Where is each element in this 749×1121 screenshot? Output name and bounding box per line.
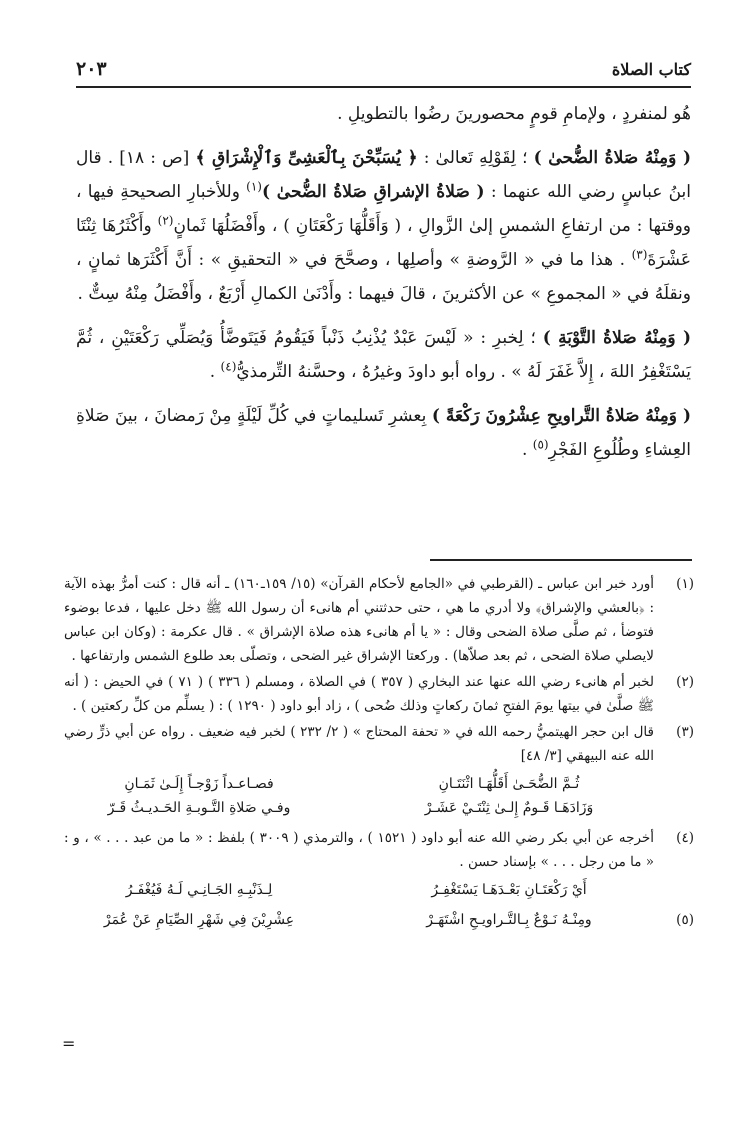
page-number: ٢٠٣: [76, 58, 107, 80]
poem-hemistich: وفـي صَلاةِ التَّـوبـةِ الحَـديـثُ قَـرّ: [107, 800, 291, 816]
footnote-body: [64, 908, 654, 936]
footnote-2: [64, 670, 694, 718]
p2-text-d: وأَكْثَرُهَا ثِنْتَا عَشْرَةَ: [76, 216, 691, 270]
p3-text-a: ؛ لِخبرِ : « لَيْسَ عَبْدٌ يُذْنِبُ ذَنْباً فَيَقُومُ فَيَتَوضَّأُ وَيُصَلِّي رَكْعَتَيْنِ ، ثُمَّ يَسْتَغْفِرُ اللهَ ، إِلاَّ غَفَرَ لَهُ » . رواه أبو داودَ وغيرُهُ ، وحسَّنهُ التِّرمذيُّ: [76, 328, 691, 382]
footnote-1: [64, 572, 694, 668]
p2-text-e: . هذا ما في « الرَّوضةِ » وأصلِها ، وصحَّحَ في « التحقيقِ » : أَنَّ أَكْثَرَها ثمانٍ ، ونقلَهُ في « المجموعِ » عن الأكثرينَ ، قالَ فيهما : وأَدْنَىٰ الكمالِ أَرْبَعٌ ، وأَفْضَلُ مِنْهُ سِتٌّ .: [76, 250, 691, 304]
footnote-ref-4[interactable]: (٤): [220, 359, 237, 374]
ishraq-quote: ( صَلاةُ الإشراقِ صَلاةُ الضُّحىٰ ): [261, 182, 485, 202]
poem-hemistich: ومِنْـهُ نَـوْعٌ بِـالتَّـراويـحِ اشْتَهَـرْ: [426, 912, 592, 928]
paragraph-tarawih: [76, 399, 691, 467]
poem-verses: [64, 908, 644, 932]
main-text: [76, 97, 691, 472]
header-divider: [76, 86, 691, 88]
footnote-ref-3[interactable]: (٣): [631, 247, 648, 262]
p2-text-a: ؛ لِقَوْلِهِ تَعالىٰ :: [417, 148, 534, 168]
footnote-number: (٢): [676, 674, 694, 690]
tawba-heading: ( وَمِنْهُ صَلاةُ التَّوْبَةِ ): [542, 328, 691, 348]
paragraph-tawba: [76, 321, 691, 389]
footnote-3: [64, 720, 694, 824]
poem-hemistich: لِـذَنْبِـهِ الجَـانِـي لَـهُ فَيُغْفَـرُ: [125, 882, 273, 898]
footnote-number: (٥): [676, 912, 694, 928]
poem-hemistich: ثُـمَّ الضُّحَـىٰ أَقَلُّهَـا اثْنَتَـانِ: [438, 776, 580, 792]
footnote-text: أخرجه عن أبي بكر رضي الله عنه أبو داود ( ١٥٢١ ) ، والترمذي ( ٣٠٠٩ ) بلفظ : « ما من عبد . . . » ، و : « ما من رجل . . . » بإسناد حسن .: [64, 830, 654, 870]
footnote-text: قال ابن حجر الهيتميُّ رحمه الله في « تحفة المحتاج » ( ٢/ ٢٣٢ ) لخبر فيه ضعيف . رواه عن أبي ذرٍّ رضي الله عنه البيهقي [٣/ ٤٨]: [64, 724, 654, 764]
footnote-body: [64, 720, 654, 824]
poem-hemistich: وَزَادَهَـا قَـومٌ إِلـىٰ ثِنْتَـيْ عَشَـرْ: [424, 800, 594, 816]
paragraph-duha: [76, 141, 691, 311]
footnote-body: [64, 826, 654, 906]
footnotes: [64, 572, 694, 938]
footnote-text: لخبر أم هانىء رضي الله عنها عند البخاري ( ٣٥٧ ) في الصلاة ، ومسلم ( ٣٣٦ ) ( ٧١ ) في الحيض : ( أنه ﷺ صلَّىٰ في بيتها يومَ الفتحِ ثمانَ ركعاتٍ وذلك ضُحى ) ، زاد أبو داود ( ١٢٩٠ ) : ( يسلِّم من كلِّ ركعتين ) .: [64, 674, 654, 714]
paragraph-1: [76, 97, 691, 131]
p2-text-b: [ص : ١٨] . قال ابنُ عباسٍ رضي الله عنهما :: [76, 148, 691, 202]
running-header: [76, 58, 691, 86]
quran-verse: ﴿ يُسَبِّحْنَ بِٱلْعَشِىِّ وَٱلْإِشْرَاقِ ﴾: [195, 148, 418, 168]
poem-hemistich: أَيْ رَكْعَتَـانِ بَعْـدَهَـا يَسْتَغْفِـرُ: [431, 882, 587, 898]
p3-text-b: .: [209, 362, 221, 382]
p2-text-c: وللأخبارِ الصحيحةِ فيها ، ووقتها : من ارتفاعِ الشمسِ إلىٰ الزَّوالِ ، ( وَأَقَلُّهَا رَكْعَتَانِ ) ، وأَفْضَلُهَا ثَمانٍ: [76, 182, 691, 236]
footnote-text: أورد خبر ابن عباس ـ (القرطبي في «الجامع لأحكام القرآن» (١٥/ ١٥٩ـ١٦٠) ـ أنه قال : كنت أمرُّ بهذه الآية : ﴿بالعشي والإشراق﴾ ولا أدري ما هي ، حتى حدثتني أم هانىء أن رسول الله ﷺ دخل عليها ، فدعا بوضوء فتوضأ ، ثم صلَّى صلاة الضحى وقال : « يا أم هانىء هذه صلاة الإشراق » . قال عكرمة : (وكان ابن عباس لايصلي صلاة الضحى ، ثم بعد صلاّها) . وركعتا الإشراق غير الضحى ، وتصلّى بعد طلوع الشمس وارتفاعها .: [64, 576, 655, 664]
duha-heading: ( وَمِنْهُ صَلاةُ الضُّحىٰ ): [533, 148, 692, 168]
poem-hemistich: فصـاعـداً زَوْجـاً إِلَـىٰ ثَمَـانِ: [124, 776, 274, 792]
footnote-ref-2[interactable]: (٢): [157, 213, 174, 228]
chapter-title: كتاب الصلاة: [611, 60, 691, 79]
p4-text-a: بِعشرِ تَسليماتٍ في كُلِّ لَيْلَةٍ مِنْ رَمضانَ ، بينَ صَلاةِ العِشاءِ وطُلُوعِ الفَجْرِ: [76, 406, 691, 460]
footnote-ref-5[interactable]: (٥): [532, 437, 549, 452]
poem-verses: [64, 878, 644, 902]
footnote-number: (٤): [676, 830, 694, 846]
poem-hemistich: عِشْرِيْنَ فِي شَهْرِ الصِّيَامِ عَنْ عُمَرْ: [103, 912, 295, 928]
footnote-5: [64, 908, 694, 936]
poem-verses: [64, 772, 644, 820]
footnote-number: (١): [676, 576, 694, 592]
p1-text: هُو لمنفردٍ ، ولإمامِ قومٍ محصورينَ رضُوا بالتطويلِ .: [337, 104, 691, 124]
tarawih-heading: ( وَمِنْهُ صَلاةُ التَّراويحِ عِشْرُونَ رَكْعَةً ): [431, 406, 691, 426]
footnote-number: (٣): [676, 724, 694, 740]
continuation-mark: =: [62, 1034, 76, 1053]
p4-text-b: .: [521, 440, 533, 460]
footnote-divider: [430, 559, 692, 561]
footnote-4: [64, 826, 694, 906]
footnote-ref-1[interactable]: (١): [246, 179, 262, 194]
